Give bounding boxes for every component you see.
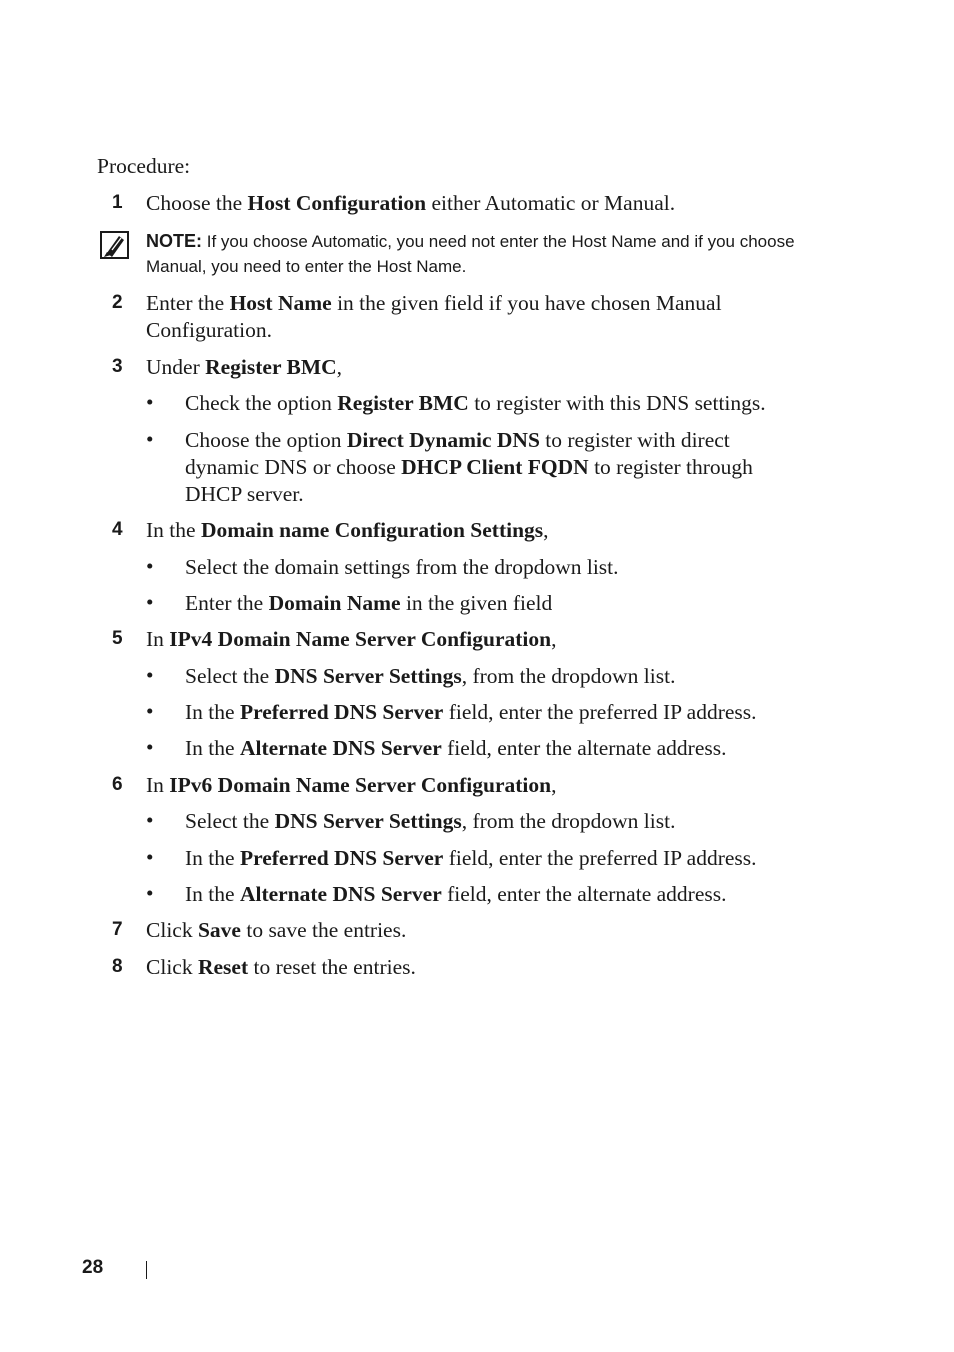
bullet-dot: • bbox=[146, 554, 154, 578]
step-term: IPv4 Domain Name Server Configuration bbox=[169, 627, 552, 651]
note-text: If you choose Automatic, you need not enter the Host Name and if you choose Manual, you need to enter the Host Name. bbox=[146, 232, 795, 276]
step-number: 5 bbox=[112, 628, 123, 649]
step-5 bbox=[112, 626, 812, 653]
step-text: either Automatic or Manual. bbox=[426, 191, 676, 215]
step-term: Register BMC bbox=[205, 355, 337, 379]
step-6 bbox=[112, 772, 812, 799]
bullet-item bbox=[146, 554, 806, 581]
bullet-text: to register with this DNS settings. bbox=[468, 391, 766, 415]
page-number: 28 bbox=[82, 1257, 104, 1278]
step-text: In bbox=[146, 773, 170, 797]
step-number: 3 bbox=[112, 356, 123, 377]
note-box bbox=[100, 229, 800, 279]
bullet-dot: • bbox=[146, 390, 154, 414]
step-text: , bbox=[336, 355, 343, 379]
bullet-item bbox=[146, 845, 806, 872]
bullet-item bbox=[146, 427, 806, 508]
bullet-dot: • bbox=[146, 427, 154, 451]
step-number: 2 bbox=[112, 292, 123, 313]
bullet-term: DNS Server Settings bbox=[274, 809, 462, 833]
step-text: In bbox=[146, 627, 170, 651]
step-text: Under bbox=[146, 355, 206, 379]
step-text: to reset the entries. bbox=[248, 955, 416, 979]
step-2 bbox=[112, 290, 812, 344]
note-pencil-icon bbox=[100, 231, 130, 259]
bullet-text: , from the dropdown list. bbox=[461, 664, 676, 688]
bullet-text: , from the dropdown list. bbox=[461, 809, 676, 833]
bullet-item bbox=[146, 735, 806, 762]
bullet-text: In the bbox=[185, 736, 240, 760]
procedure-heading: Procedure: bbox=[97, 154, 191, 178]
bullet-text: field, enter the alternate address. bbox=[441, 736, 727, 760]
step-number: 7 bbox=[112, 919, 123, 940]
bullet-text: In the bbox=[185, 882, 240, 906]
step-text: Choose the bbox=[146, 191, 248, 215]
bullet-text: Choose the option bbox=[185, 428, 347, 452]
bullet-text: Enter the bbox=[185, 591, 269, 615]
step-number: 8 bbox=[112, 956, 123, 977]
step-3 bbox=[112, 354, 812, 381]
bullet-dot: • bbox=[146, 663, 154, 687]
step-7 bbox=[112, 917, 812, 944]
bullet-text: in the given field bbox=[400, 591, 553, 615]
bullet-term: Alternate DNS Server bbox=[239, 882, 442, 906]
step-text: Click bbox=[146, 955, 198, 979]
step-number: 6 bbox=[112, 774, 123, 795]
step-number: 1 bbox=[112, 192, 123, 213]
bullet-dot: • bbox=[146, 590, 154, 614]
bullet-item bbox=[146, 808, 806, 835]
step-term: Save bbox=[197, 918, 241, 942]
bullet-text: to register with direct dynamic DNS or choose bbox=[185, 428, 730, 479]
bullet-dot: • bbox=[146, 808, 154, 832]
bullet-term: Register BMC bbox=[337, 391, 469, 415]
bullet-item bbox=[146, 590, 806, 617]
step-8 bbox=[112, 954, 812, 981]
bullet-term: Alternate DNS Server bbox=[239, 736, 442, 760]
bullet-item bbox=[146, 699, 806, 726]
step-text: , bbox=[551, 773, 557, 797]
bullet-item bbox=[146, 663, 806, 690]
bullet-text: to register through DHCP server. bbox=[185, 455, 753, 506]
bullet-term: DNS Server Settings bbox=[274, 664, 462, 688]
step-number: 4 bbox=[112, 519, 123, 540]
step-term: Host Configuration bbox=[247, 191, 427, 215]
step-4 bbox=[112, 517, 812, 544]
bullet-dot: • bbox=[146, 845, 154, 869]
step-text: In the bbox=[146, 518, 201, 542]
bullet-dot: • bbox=[146, 699, 154, 723]
bullet-term: Direct Dynamic DNS bbox=[346, 428, 540, 452]
step-text: Enter the bbox=[146, 291, 230, 315]
step-term: Host Name bbox=[229, 291, 332, 315]
bullet-text: Select the bbox=[185, 809, 275, 833]
bullet-term: DHCP Client FQDN bbox=[401, 455, 589, 479]
step-text: Click bbox=[146, 918, 198, 942]
bullet-term: Preferred DNS Server bbox=[239, 700, 444, 724]
bullet-dot: • bbox=[146, 881, 154, 905]
bullet-dot: • bbox=[146, 735, 154, 759]
bullet-text: Select the domain settings from the dropdown list. bbox=[185, 555, 619, 579]
step-1 bbox=[112, 190, 812, 217]
step-text: , bbox=[551, 627, 557, 651]
bullet-text: field, enter the preferred IP address. bbox=[443, 846, 757, 870]
step-text: , bbox=[543, 518, 549, 542]
bullet-item bbox=[146, 881, 806, 908]
bullet-term: Domain Name bbox=[268, 591, 401, 615]
bullet-text: In the bbox=[185, 700, 240, 724]
step-term: Domain name Configuration Settings bbox=[200, 518, 544, 542]
bullet-text: Select the bbox=[185, 664, 275, 688]
step-term: IPv6 Domain Name Server Configuration bbox=[169, 773, 552, 797]
footer-divider bbox=[146, 1261, 147, 1279]
bullet-text: field, enter the alternate address. bbox=[441, 882, 727, 906]
bullet-item bbox=[146, 390, 806, 417]
bullet-text: In the bbox=[185, 846, 240, 870]
bullet-text: Check the option bbox=[185, 391, 338, 415]
step-text: in the given field if you have chosen Manual Configuration. bbox=[146, 291, 722, 342]
note-label: NOTE: bbox=[146, 231, 202, 251]
bullet-text: field, enter the preferred IP address. bbox=[443, 700, 757, 724]
bullet-term: Preferred DNS Server bbox=[239, 846, 444, 870]
step-text: to save the entries. bbox=[240, 918, 407, 942]
step-term: Reset bbox=[197, 955, 249, 979]
